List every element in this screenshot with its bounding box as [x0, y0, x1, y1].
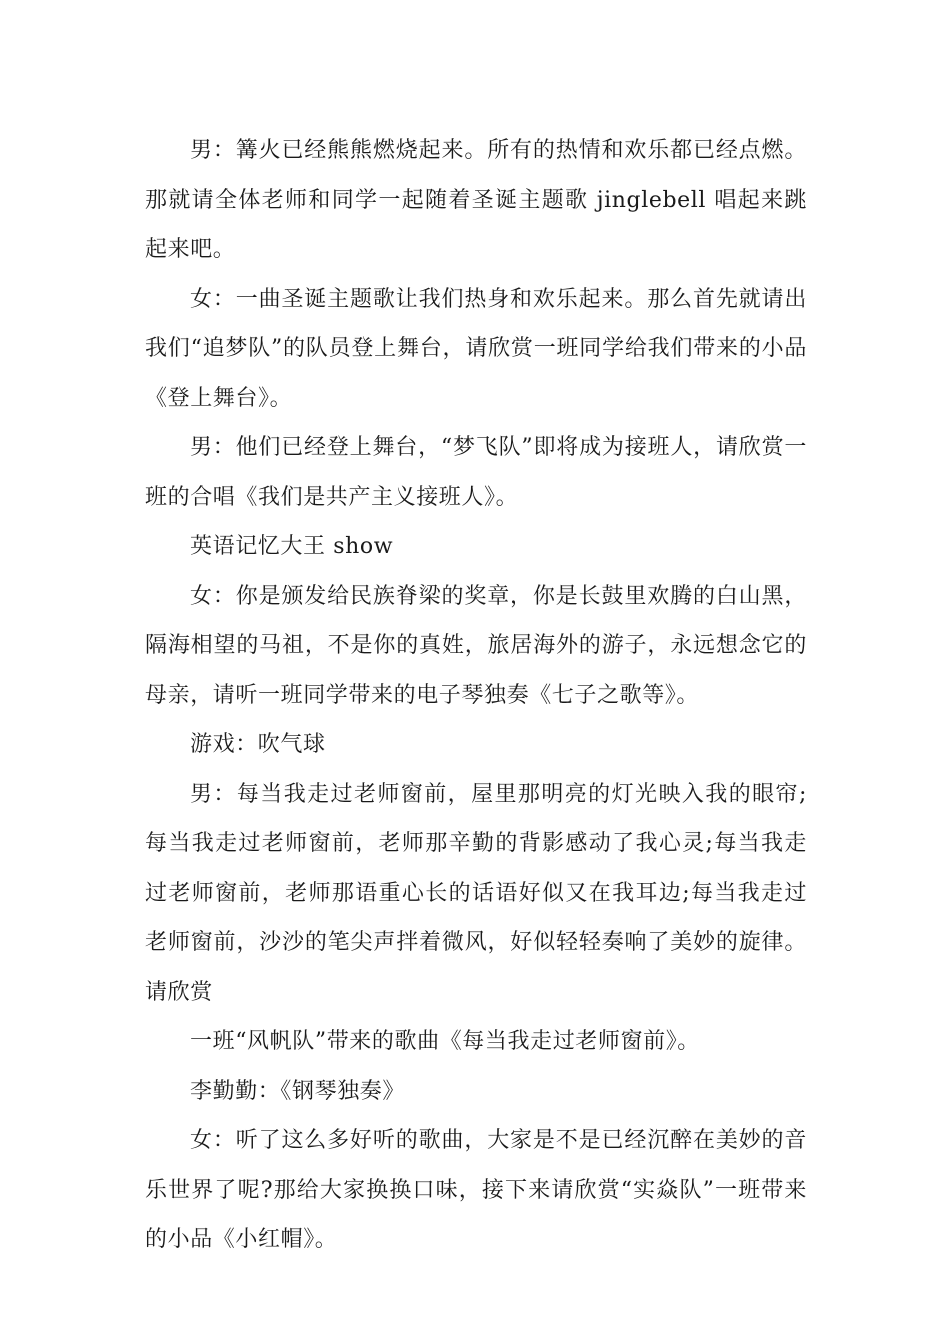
- paragraph-female-dream-team: 女：一曲圣诞主题歌让我们热身和欢乐起来。那么首先就请出我们“追梦队”的队员登上舞台，请欣赏一班同学给我们带来的小品《登上舞台》。: [145, 286, 807, 411]
- program-item-english-memory: 英语记忆大王 show: [190, 534, 394, 559]
- program-item-balloon-game: 游戏：吹气球: [190, 732, 326, 757]
- paragraph-male-chorus: 男：他们已经登上舞台，“梦飞队”即将成为接班人，请欣赏一班的合唱《我们是共产主义接班人》。: [145, 435, 807, 510]
- paragraph-female-skit: 女：听了这么多好听的歌曲，大家是不是已经沉醉在美妙的音乐世界了呢?那给大家换换口味，接下来请欣赏“实焱队”一班带来的小品《小红帽》。: [145, 1128, 807, 1252]
- document-body: [145, 126, 807, 1265]
- program-item-piano-solo: 李勤勤：《钢琴独奏》: [190, 1078, 406, 1104]
- paragraph-male-teacher-window: 男：每当我走过老师窗前，屋里那明亮的灯光映入我的眼帘;每当我走过老师窗前，老师那辛勤的背影感动了我心灵;每当我走过老师窗前，老师那语重心长的话语好似又在我耳边;每当我走过老师窗前，沙沙的笔尖声拌着微风，好似轻轻奏响了美妙的旋律。请欣赏: [145, 781, 807, 1005]
- paragraph-female-keyboard-solo: 女：你是颁发给民族脊梁的奖章，你是长鼓里欢腾的白山黑，隔海相望的马祖，不是你的真姓，旅居海外的游子，永远想念它的母亲，请听一班同学带来的电子琴独奏《七子之歌等》。: [145, 583, 807, 708]
- paragraph-male-bonfire: 男：篝火已经熊熊燃烧起来。所有的热情和欢乐都已经点燃。那就请全体老师和同学一起随着圣诞主题歌 jinglebell 唱起来跳起来吧。: [145, 138, 807, 262]
- paragraph-sail-team-song: 一班“风帆队”带来的歌曲《每当我走过老师窗前》。: [190, 1029, 700, 1054]
